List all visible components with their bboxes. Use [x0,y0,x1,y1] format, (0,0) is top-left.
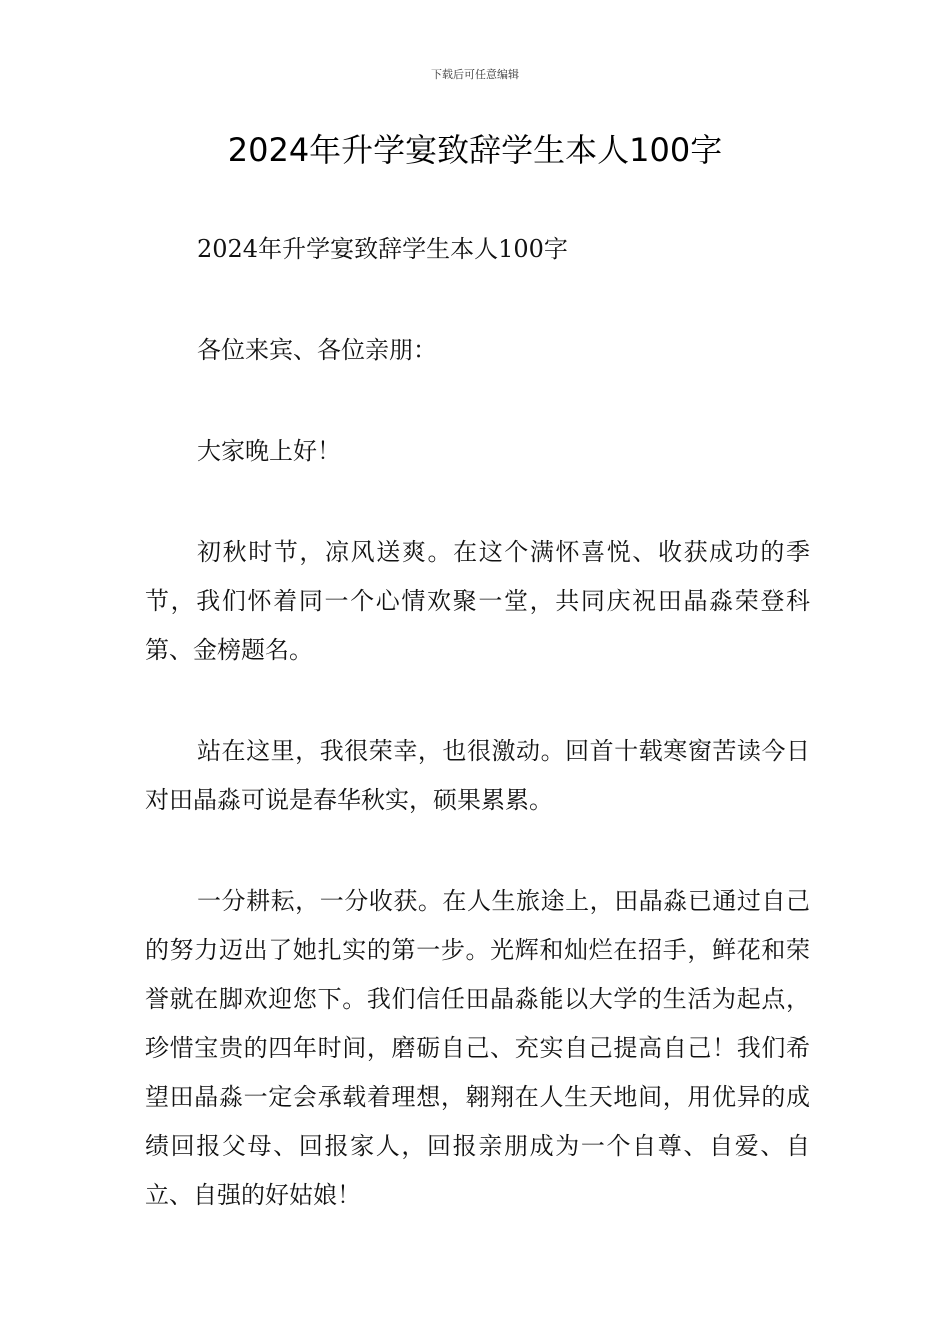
paragraph-wishes: 一分耕耘，一分收获。在人生旅途上，田晶淼已通过自己的努力迈出了她扎实的第一步。光辉和灿烂在招手，鲜花和荣誉就在脚欢迎您下。我们信任田晶淼能以大学的生活为起点，珍惜宝贵的四年时间，磨砺自己、充实自己提高自己！我们希望田晶淼一定会承载着理想，翱翔在人生天地间，用优异的成绩回报父母、回报家人，回报亲朋成为一个自尊、自爱、自立、自强的好姑娘！ [145,887,810,1209]
header-note: 下载后可任意编辑 [431,68,519,81]
paragraph-season: 初秋时节，凉风送爽。在这个满怀喜悦、收获成功的季节，我们怀着同一个心情欢聚一堂，共同庆祝田晶淼荣登科第、金榜题名。 [145,538,810,664]
document-title: 2024年升学宴致辞学生本人100字 [227,131,723,169]
paragraph-salutation: 各位来宾、各位亲朋： [197,336,437,364]
document-body [145,225,810,1272]
paragraph-greeting: 大家晚上好！ [197,437,341,465]
paragraph-subtitle: 2024年升学宴致辞学生本人100字 [197,235,568,263]
paragraph-gratitude: 站在这里，我很荣幸，也很激动。回首十载寒窗苦读今日对田晶淼可说是春华秋实，硕果累累。 [145,737,810,814]
